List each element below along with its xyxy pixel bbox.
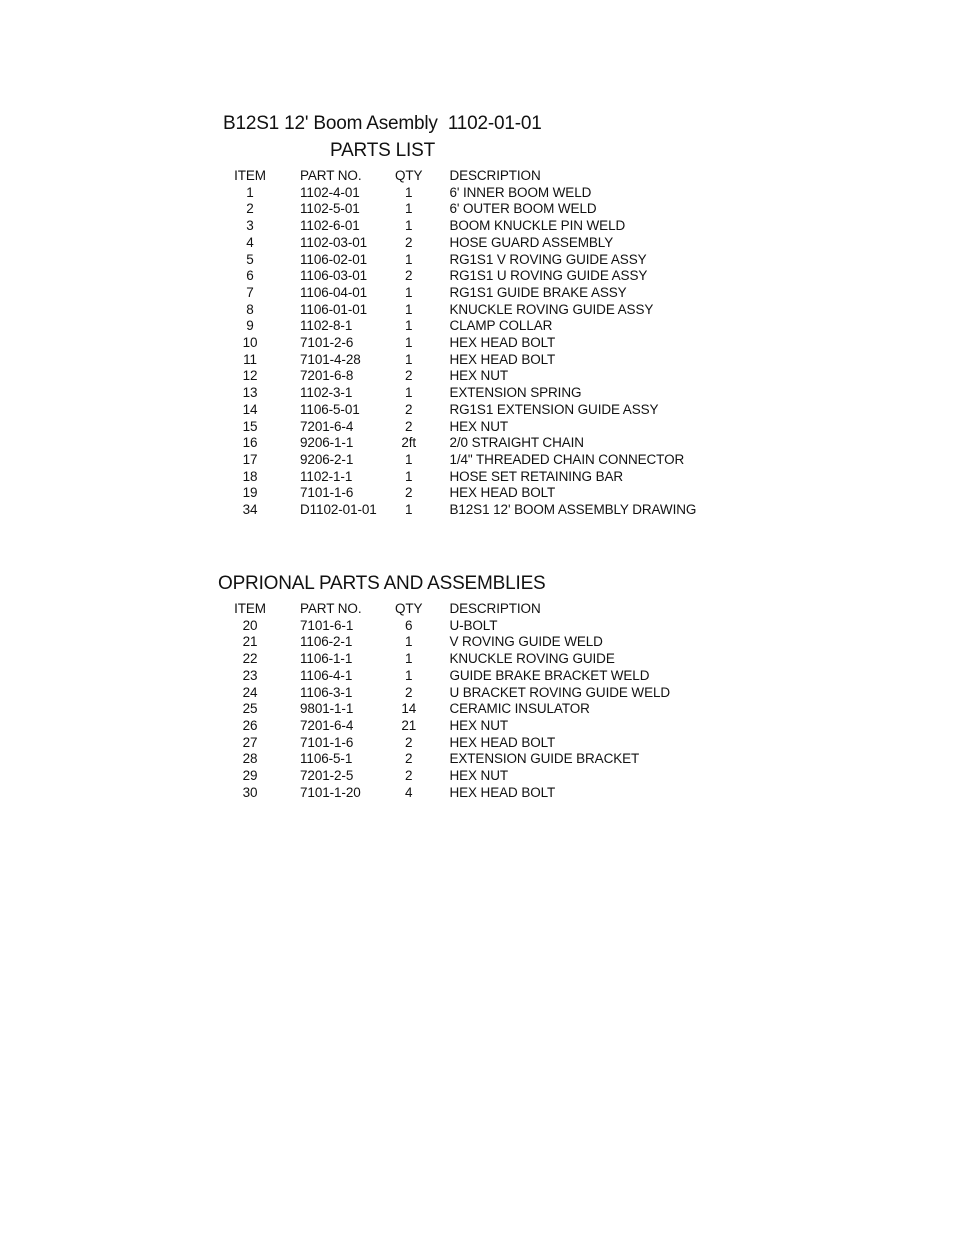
cell-item: 12 (242, 368, 258, 384)
document-title: B12S1 12' Boom Asembly 1102-01-01 (223, 113, 542, 134)
cell-qty: 2ft (401, 435, 417, 451)
cell-qty: 1 (405, 218, 413, 234)
cell-part-no: 1106-4-1 (300, 667, 353, 683)
table-row (226, 685, 670, 702)
cell-item: 20 (242, 617, 258, 633)
cell-item: 7 (246, 284, 254, 300)
cell-item: 27 (242, 734, 258, 750)
parts-list-heading: PARTS LIST (330, 140, 435, 161)
cell-part-no: 1106-01-01 (300, 301, 368, 317)
cell-part-no: 7101-2-6 (300, 335, 354, 351)
table-row (226, 252, 696, 269)
cell-description: HOSE GUARD ASSEMBLY (449, 234, 614, 250)
cell-description: RG1S1 GUIDE BRAKE ASSY (449, 284, 627, 300)
cell-description: EXTENSION GUIDE BRACKET (449, 751, 640, 767)
table-row (226, 701, 670, 718)
cell-description: HEX HEAD BOLT (449, 485, 556, 501)
table-row (226, 651, 670, 668)
cell-qty: 1 (405, 301, 413, 317)
table-row (226, 419, 696, 436)
cell-qty: 1 (405, 184, 413, 200)
cell-part-no: 7101-1-6 (300, 734, 354, 750)
cell-description: RG1S1 U ROVING GUIDE ASSY (449, 268, 648, 284)
cell-qty: 1 (405, 351, 413, 367)
cell-description: KNUCKLE ROVING GUIDE (449, 651, 615, 667)
cell-description: BOOM KNUCKLE PIN WELD (449, 218, 626, 234)
cell-part-no: 1102-1-1 (300, 468, 353, 484)
cell-qty: 2 (405, 268, 413, 284)
cell-part-no: 1106-04-01 (300, 284, 368, 300)
column-header-qty: QTY (395, 168, 423, 183)
table-header-row (226, 601, 670, 618)
table-row (226, 435, 696, 452)
cell-description: EXTENSION SPRING (449, 385, 582, 401)
cell-description: HEX HEAD BOLT (449, 734, 556, 750)
column-header-part-no: PART NO. (300, 168, 362, 183)
cell-part-no: 1102-5-01 (300, 201, 360, 217)
cell-description: HEX NUT (449, 717, 509, 733)
cell-part-no: 1106-3-1 (300, 684, 353, 700)
cell-qty: 21 (401, 717, 417, 733)
parts-list-table (226, 168, 696, 519)
column-header-description: DESCRIPTION (449, 601, 541, 616)
cell-description: RG1S1 V ROVING GUIDE ASSY (449, 251, 647, 267)
cell-qty: 1 (405, 667, 413, 683)
table-row (226, 185, 696, 202)
cell-qty: 2 (405, 418, 413, 434)
optional-parts-table (226, 601, 670, 801)
table-row (226, 318, 696, 335)
cell-part-no: 1102-8-1 (300, 318, 353, 334)
cell-part-no: 9801-1-1 (300, 701, 354, 717)
cell-item: 23 (242, 667, 258, 683)
cell-item: 28 (242, 751, 258, 767)
table-row (226, 385, 696, 402)
cell-item: 29 (242, 768, 258, 784)
cell-qty: 1 (405, 251, 413, 267)
cell-qty: 2 (405, 751, 413, 767)
cell-description: HEX HEAD BOLT (449, 335, 556, 351)
cell-part-no: 1102-03-01 (300, 234, 368, 250)
cell-part-no: 7201-6-4 (300, 717, 354, 733)
cell-description: GUIDE BRAKE BRACKET WELD (449, 667, 650, 683)
cell-item: 34 (242, 502, 258, 518)
table-row (226, 469, 696, 486)
column-header-part-no: PART NO. (300, 601, 362, 616)
cell-description: U BRACKET ROVING GUIDE WELD (449, 684, 671, 700)
cell-item: 14 (242, 401, 258, 417)
cell-part-no: 7101-1-6 (300, 485, 354, 501)
cell-item: 17 (242, 451, 258, 467)
table-row (226, 718, 670, 735)
cell-part-no: 7101-1-20 (300, 784, 361, 800)
cell-qty: 2 (405, 768, 413, 784)
cell-item: 3 (246, 218, 254, 234)
table-row (226, 335, 696, 352)
cell-qty: 1 (405, 201, 413, 217)
cell-part-no: 7201-6-8 (300, 368, 354, 384)
cell-description: HEX NUT (449, 768, 509, 784)
cell-item: 1 (246, 184, 254, 200)
cell-item: 11 (243, 351, 257, 367)
table-row (226, 634, 670, 651)
cell-part-no: 1106-5-01 (300, 401, 360, 417)
cell-part-no: 1106-5-1 (300, 751, 353, 767)
table-row (226, 285, 696, 302)
table-header-row (226, 168, 696, 185)
cell-item: 22 (242, 651, 258, 667)
table-row (226, 201, 696, 218)
cell-item: 5 (246, 251, 254, 267)
cell-description: CLAMP COLLAR (449, 318, 553, 334)
cell-qty: 1 (405, 318, 413, 334)
table-row (226, 751, 670, 768)
table-row (226, 618, 670, 635)
optional-parts-heading: OPRIONAL PARTS AND ASSEMBLIES (218, 573, 546, 594)
cell-qty: 2 (405, 234, 413, 250)
cell-part-no: 9206-2-1 (300, 451, 354, 467)
cell-qty: 2 (405, 684, 413, 700)
cell-part-no: 9206-1-1 (300, 435, 354, 451)
cell-item: 2 (246, 201, 254, 217)
cell-qty: 1 (405, 468, 413, 484)
cell-item: 13 (242, 385, 258, 401)
parts-list-body (226, 185, 696, 519)
cell-description: 2/0 STRAIGHT CHAIN (449, 435, 584, 451)
table-row (226, 402, 696, 419)
cell-part-no: 1102-4-01 (300, 184, 360, 200)
cell-description: CERAMIC INSULATOR (449, 701, 590, 717)
table-row (226, 785, 670, 802)
cell-qty: 2 (405, 734, 413, 750)
cell-part-no: 1106-1-1 (300, 651, 353, 667)
cell-description: KNUCKLE ROVING GUIDE ASSY (449, 301, 654, 317)
cell-item: 8 (246, 301, 254, 317)
cell-item: 15 (242, 418, 258, 434)
cell-part-no: 7201-2-5 (300, 768, 354, 784)
table-row (226, 668, 670, 685)
cell-description: 6' INNER BOOM WELD (449, 184, 592, 200)
table-row (226, 235, 696, 252)
cell-part-no: D1102-01-01 (300, 502, 377, 518)
cell-description: HEX NUT (449, 368, 509, 384)
cell-qty: 4 (405, 784, 413, 800)
cell-qty: 1 (405, 634, 413, 650)
cell-item: 10 (242, 335, 258, 351)
cell-part-no: 1106-02-01 (300, 251, 368, 267)
cell-part-no: 1102-6-01 (300, 218, 360, 234)
cell-qty: 2 (405, 485, 413, 501)
cell-description: HEX HEAD BOLT (449, 351, 556, 367)
cell-qty: 1 (405, 385, 413, 401)
cell-qty: 1 (405, 451, 413, 467)
cell-item: 25 (242, 701, 258, 717)
cell-item: 18 (242, 468, 258, 484)
cell-part-no: 7101-6-1 (300, 617, 354, 633)
cell-part-no: 7201-6-4 (300, 418, 354, 434)
cell-part-no: 1102-3-1 (300, 385, 353, 401)
cell-part-no: 7101-4-28 (300, 351, 361, 367)
cell-item: 19 (242, 485, 258, 501)
cell-part-no: 1106-03-01 (300, 268, 368, 284)
cell-item: 21 (242, 634, 258, 650)
table-row (226, 268, 696, 285)
table-row (226, 352, 696, 369)
table-row (226, 452, 696, 469)
cell-description: 1/4" THREADED CHAIN CONNECTOR (449, 451, 685, 467)
cell-qty: 1 (405, 651, 413, 667)
cell-qty: 1 (405, 335, 413, 351)
column-header-description: DESCRIPTION (449, 168, 541, 183)
cell-description: V ROVING GUIDE WELD (449, 634, 603, 650)
cell-description: B12S1 12' BOOM ASSEMBLY DRAWING (449, 502, 697, 518)
optional-parts-body (226, 618, 670, 802)
cell-qty: 1 (405, 502, 413, 518)
table-row (226, 302, 696, 319)
cell-description: RG1S1 EXTENSION GUIDE ASSY (449, 401, 659, 417)
cell-part-no: 1106-2-1 (300, 634, 353, 650)
table-row (226, 768, 670, 785)
table-row (226, 368, 696, 385)
table-row (226, 502, 696, 519)
table-row (226, 218, 696, 235)
cell-item: 4 (246, 234, 254, 250)
cell-item: 9 (246, 318, 254, 334)
table-row (226, 485, 696, 502)
cell-description: HOSE SET RETAINING BAR (449, 468, 624, 484)
cell-qty: 14 (401, 701, 417, 717)
cell-description: HEX HEAD BOLT (449, 784, 556, 800)
cell-item: 30 (242, 784, 258, 800)
cell-item: 26 (242, 717, 258, 733)
cell-qty: 6 (405, 617, 413, 633)
column-header-item: ITEM (234, 601, 266, 616)
table-row (226, 735, 670, 752)
cell-qty: 2 (405, 368, 413, 384)
column-header-item: ITEM (234, 168, 266, 183)
cell-item: 6 (246, 268, 254, 284)
cell-description: U-BOLT (449, 617, 498, 633)
column-header-qty: QTY (395, 601, 423, 616)
cell-item: 24 (242, 684, 258, 700)
cell-qty: 1 (405, 284, 413, 300)
cell-description: HEX NUT (449, 418, 509, 434)
cell-item: 16 (242, 435, 258, 451)
cell-description: 6' OUTER BOOM WELD (449, 201, 597, 217)
cell-qty: 2 (405, 401, 413, 417)
